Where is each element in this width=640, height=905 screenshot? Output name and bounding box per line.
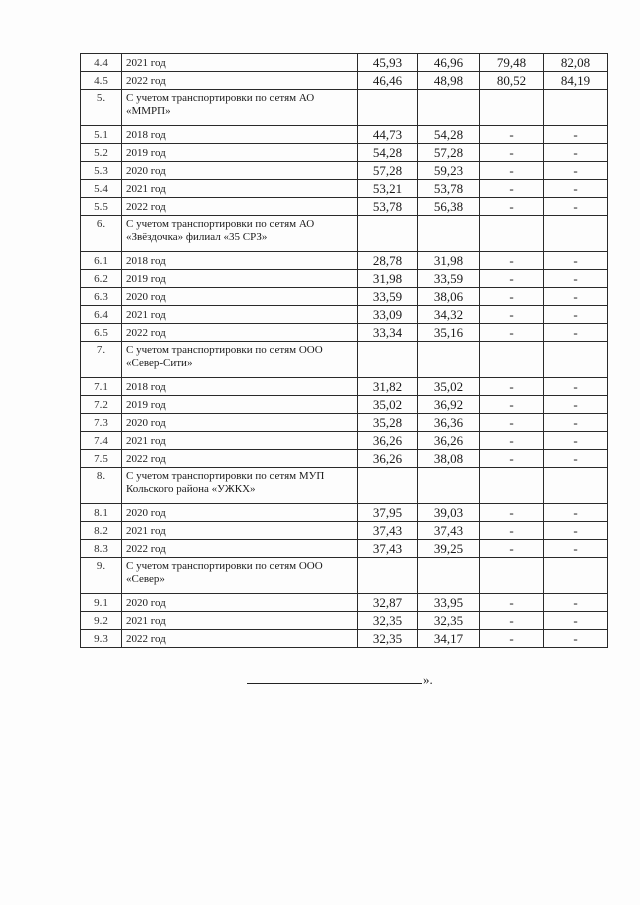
row-name: 2021 год xyxy=(122,612,358,630)
row-name: С учетом транспортировки по сетям АО «ММРП» xyxy=(122,90,358,126)
row-number: 9.1 xyxy=(81,594,122,612)
value-col-1: 54,28 xyxy=(358,144,418,162)
value-col-4: - xyxy=(544,270,608,288)
section-row xyxy=(81,558,608,594)
row-name: С учетом транспортировки по сетям ООО «Север» xyxy=(122,558,358,594)
table-row xyxy=(81,162,608,180)
table-row xyxy=(81,324,608,342)
row-number: 4.5 xyxy=(81,72,122,90)
table-row xyxy=(81,396,608,414)
row-name: 2020 год xyxy=(122,594,358,612)
value-col-2 xyxy=(418,558,480,594)
value-col-1: 37,43 xyxy=(358,522,418,540)
value-col-1 xyxy=(358,558,418,594)
value-col-4: - xyxy=(544,432,608,450)
value-col-3: - xyxy=(480,180,544,198)
value-col-4: - xyxy=(544,630,608,648)
table-row xyxy=(81,594,608,612)
table-row xyxy=(81,306,608,324)
value-col-1: 28,78 xyxy=(358,252,418,270)
value-col-1 xyxy=(358,342,418,378)
value-col-4: - xyxy=(544,198,608,216)
value-col-2 xyxy=(418,216,480,252)
value-col-4: - xyxy=(544,450,608,468)
value-col-2: 46,96 xyxy=(418,54,480,72)
value-col-4: - xyxy=(544,144,608,162)
row-name: 2019 год xyxy=(122,396,358,414)
value-col-3: - xyxy=(480,270,544,288)
value-col-4: - xyxy=(544,180,608,198)
value-col-4: - xyxy=(544,396,608,414)
row-name: 2021 год xyxy=(122,180,358,198)
row-number: 7. xyxy=(81,342,122,378)
table-row xyxy=(81,504,608,522)
row-number: 6.4 xyxy=(81,306,122,324)
value-col-4: - xyxy=(544,504,608,522)
table-row xyxy=(81,144,608,162)
tariff-table xyxy=(80,53,608,648)
table-row xyxy=(81,432,608,450)
value-col-1: 32,35 xyxy=(358,612,418,630)
value-col-2: 36,26 xyxy=(418,432,480,450)
row-name: С учетом транспортировки по сетям АО «Звёздочка» филиал «35 СРЗ» xyxy=(122,216,358,252)
value-col-4 xyxy=(544,90,608,126)
value-col-2 xyxy=(418,342,480,378)
table-row xyxy=(81,252,608,270)
table-row xyxy=(81,180,608,198)
table-row xyxy=(81,72,608,90)
value-col-1: 45,93 xyxy=(358,54,418,72)
row-number: 8.2 xyxy=(81,522,122,540)
value-col-1: 35,02 xyxy=(358,396,418,414)
row-number: 6.2 xyxy=(81,270,122,288)
value-col-2: 57,28 xyxy=(418,144,480,162)
table-row xyxy=(81,540,608,558)
value-col-3: - xyxy=(480,630,544,648)
value-col-3: - xyxy=(480,414,544,432)
value-col-4 xyxy=(544,558,608,594)
row-name: 2022 год xyxy=(122,324,358,342)
row-name: 2022 год xyxy=(122,540,358,558)
row-name: С учетом транспортировки по сетям ООО «Север-Сити» xyxy=(122,342,358,378)
section-row xyxy=(81,216,608,252)
row-number: 6. xyxy=(81,216,122,252)
value-col-1: 31,98 xyxy=(358,270,418,288)
value-col-1 xyxy=(358,468,418,504)
table-row xyxy=(81,288,608,306)
value-col-1: 37,95 xyxy=(358,504,418,522)
row-number: 4.4 xyxy=(81,54,122,72)
table-row xyxy=(81,630,608,648)
row-number: 5.2 xyxy=(81,144,122,162)
table-row xyxy=(81,126,608,144)
row-name: 2020 год xyxy=(122,504,358,522)
value-col-2: 39,25 xyxy=(418,540,480,558)
value-col-4: - xyxy=(544,324,608,342)
value-col-3 xyxy=(480,90,544,126)
value-col-4: - xyxy=(544,378,608,396)
value-col-3: - xyxy=(480,396,544,414)
row-number: 9.3 xyxy=(81,630,122,648)
value-col-3: - xyxy=(480,288,544,306)
value-col-2: 35,02 xyxy=(418,378,480,396)
value-col-2: 33,59 xyxy=(418,270,480,288)
row-number: 7.5 xyxy=(81,450,122,468)
row-number: 6.1 xyxy=(81,252,122,270)
row-name: 2019 год xyxy=(122,270,358,288)
value-col-3: - xyxy=(480,504,544,522)
value-col-1: 35,28 xyxy=(358,414,418,432)
row-number: 5.3 xyxy=(81,162,122,180)
row-number: 9. xyxy=(81,558,122,594)
value-col-4: - xyxy=(544,162,608,180)
value-col-3 xyxy=(480,558,544,594)
table-row xyxy=(81,522,608,540)
value-col-1: 33,59 xyxy=(358,288,418,306)
value-col-2: 31,98 xyxy=(418,252,480,270)
table-row xyxy=(81,54,608,72)
value-col-1: 32,87 xyxy=(358,594,418,612)
row-number: 7.4 xyxy=(81,432,122,450)
row-number: 5.1 xyxy=(81,126,122,144)
value-col-4: 82,08 xyxy=(544,54,608,72)
value-col-1 xyxy=(358,90,418,126)
row-name: 2020 год xyxy=(122,288,358,306)
value-col-4: - xyxy=(544,540,608,558)
section-row xyxy=(81,468,608,504)
row-name: 2021 год xyxy=(122,432,358,450)
value-col-1 xyxy=(358,216,418,252)
row-name: 2018 год xyxy=(122,378,358,396)
row-number: 9.2 xyxy=(81,612,122,630)
row-name: 2020 год xyxy=(122,162,358,180)
row-name: 2020 год xyxy=(122,414,358,432)
value-col-3: - xyxy=(480,378,544,396)
value-col-4: - xyxy=(544,414,608,432)
row-name: С учетом транспортировки по сетям МУП Кольского района «УЖКХ» xyxy=(122,468,358,504)
table-row xyxy=(81,612,608,630)
value-col-3: - xyxy=(480,306,544,324)
value-col-4 xyxy=(544,342,608,378)
value-col-2: 59,23 xyxy=(418,162,480,180)
value-col-4 xyxy=(544,468,608,504)
value-col-3: - xyxy=(480,252,544,270)
value-col-3: - xyxy=(480,324,544,342)
value-col-4: - xyxy=(544,612,608,630)
value-col-3: - xyxy=(480,612,544,630)
value-col-2: 38,08 xyxy=(418,450,480,468)
value-col-2: 37,43 xyxy=(418,522,480,540)
value-col-2: 56,38 xyxy=(418,198,480,216)
row-number: 6.3 xyxy=(81,288,122,306)
row-number: 7.2 xyxy=(81,396,122,414)
value-col-3: - xyxy=(480,198,544,216)
row-number: 7.3 xyxy=(81,414,122,432)
value-col-2: 34,17 xyxy=(418,630,480,648)
value-col-3 xyxy=(480,468,544,504)
value-col-3: - xyxy=(480,594,544,612)
value-col-1: 53,78 xyxy=(358,198,418,216)
value-col-1: 37,43 xyxy=(358,540,418,558)
value-col-2: 36,92 xyxy=(418,396,480,414)
value-col-1: 36,26 xyxy=(358,450,418,468)
value-col-1: 44,73 xyxy=(358,126,418,144)
value-col-2 xyxy=(418,90,480,126)
value-col-2: 39,03 xyxy=(418,504,480,522)
row-name: 2018 год xyxy=(122,126,358,144)
value-col-1: 33,09 xyxy=(358,306,418,324)
table-row xyxy=(81,450,608,468)
value-col-1: 57,28 xyxy=(358,162,418,180)
tariff-table-body xyxy=(81,54,608,648)
value-col-4: - xyxy=(544,126,608,144)
row-number: 8. xyxy=(81,468,122,504)
value-col-3 xyxy=(480,216,544,252)
value-col-3: - xyxy=(480,522,544,540)
value-col-3: - xyxy=(480,450,544,468)
value-col-2: 34,32 xyxy=(418,306,480,324)
value-col-2: 35,16 xyxy=(418,324,480,342)
value-col-3: 80,52 xyxy=(480,72,544,90)
value-col-3: - xyxy=(480,126,544,144)
row-name: 2018 год xyxy=(122,252,358,270)
value-col-3: - xyxy=(480,432,544,450)
value-col-2 xyxy=(418,468,480,504)
footer-closing-mark: ». xyxy=(423,672,433,687)
value-col-4 xyxy=(544,216,608,252)
row-name: 2021 год xyxy=(122,522,358,540)
value-col-1: 53,21 xyxy=(358,180,418,198)
value-col-4: - xyxy=(544,594,608,612)
value-col-2: 36,36 xyxy=(418,414,480,432)
footer-signature-line xyxy=(247,683,422,684)
value-col-3: 79,48 xyxy=(480,54,544,72)
row-name: 2021 год xyxy=(122,306,358,324)
value-col-2: 32,35 xyxy=(418,612,480,630)
value-col-2: 54,28 xyxy=(418,126,480,144)
row-name: 2022 год xyxy=(122,450,358,468)
row-number: 8.1 xyxy=(81,504,122,522)
value-col-1: 33,34 xyxy=(358,324,418,342)
table-row xyxy=(81,270,608,288)
value-col-3: - xyxy=(480,162,544,180)
table-row xyxy=(81,198,608,216)
row-name: 2022 год xyxy=(122,198,358,216)
value-col-4: - xyxy=(544,522,608,540)
row-name: 2021 год xyxy=(122,54,358,72)
value-col-1: 31,82 xyxy=(358,378,418,396)
value-col-4: - xyxy=(544,252,608,270)
table-row xyxy=(81,414,608,432)
table-row xyxy=(81,378,608,396)
value-col-3 xyxy=(480,342,544,378)
value-col-4: 84,19 xyxy=(544,72,608,90)
row-number: 7.1 xyxy=(81,378,122,396)
value-col-4: - xyxy=(544,306,608,324)
row-name: 2022 год xyxy=(122,630,358,648)
row-number: 5.4 xyxy=(81,180,122,198)
row-number: 6.5 xyxy=(81,324,122,342)
value-col-4: - xyxy=(544,288,608,306)
section-row xyxy=(81,90,608,126)
value-col-1: 32,35 xyxy=(358,630,418,648)
row-number: 8.3 xyxy=(81,540,122,558)
value-col-2: 33,95 xyxy=(418,594,480,612)
value-col-2: 38,06 xyxy=(418,288,480,306)
row-name: 2022 год xyxy=(122,72,358,90)
value-col-2: 48,98 xyxy=(418,72,480,90)
value-col-3: - xyxy=(480,144,544,162)
row-number: 5. xyxy=(81,90,122,126)
value-col-3: - xyxy=(480,540,544,558)
value-col-2: 53,78 xyxy=(418,180,480,198)
row-number: 5.5 xyxy=(81,198,122,216)
value-col-1: 46,46 xyxy=(358,72,418,90)
section-row xyxy=(81,342,608,378)
row-name: 2019 год xyxy=(122,144,358,162)
value-col-1: 36,26 xyxy=(358,432,418,450)
